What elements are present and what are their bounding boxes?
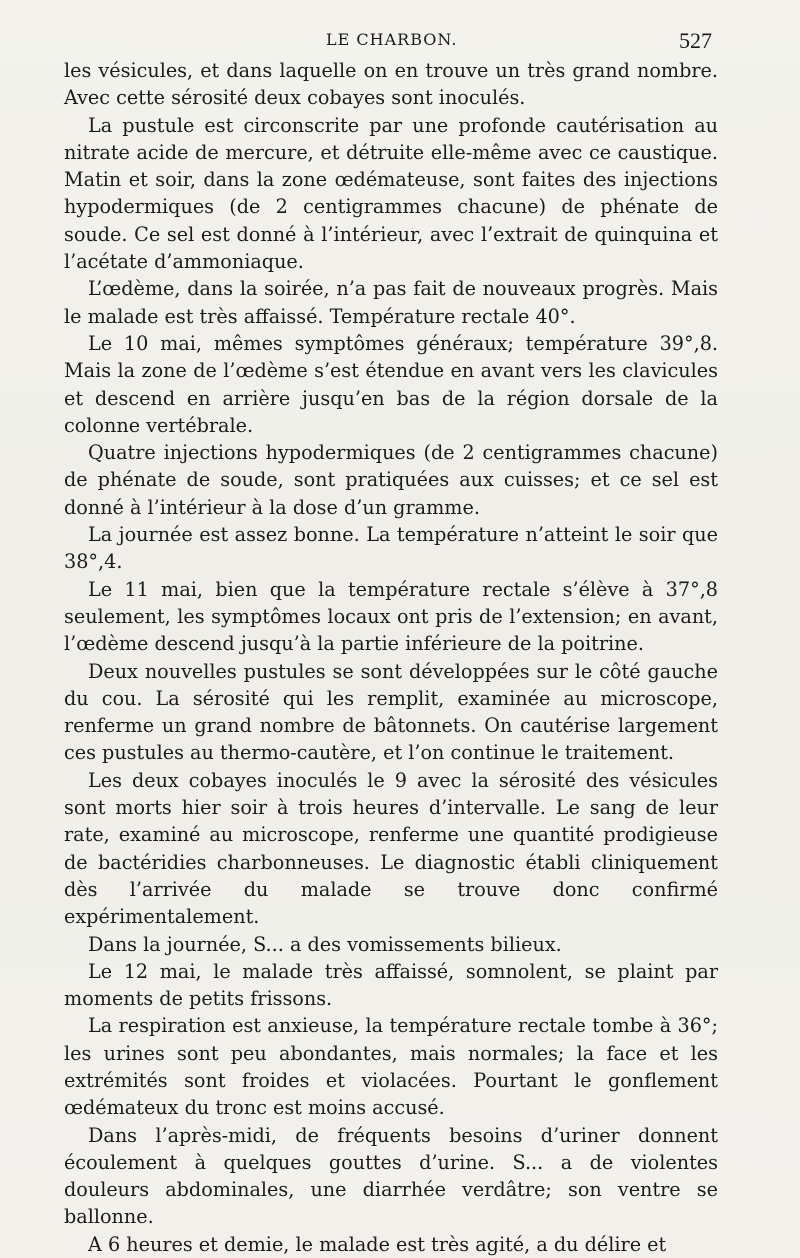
paragraph: A 6 heures et demie, le malade est très agité, a du délire et: [88, 1232, 667, 1256]
paragraph: Le 11 mai, bien que la température rectale s’élève à 37°,8 seulement, les symptômes locaux ont pris de l’extension; en avant, l’œdème descend jusqu’à la partie inférieure de la poitrine.: [64, 577, 718, 656]
paragraph: Dans la journée, S... a des vomissements bilieux.: [88, 932, 562, 956]
page-number: 527: [679, 28, 712, 53]
paragraph: Le 12 mai, le malade très affaissé, somnolent, se plaint par moments de petits frissons.: [64, 959, 718, 1011]
paragraph: Dans l’après-midi, de fréquents besoins d’uriner donnent écoulement à quelques gouttes d’urine. S... a de violentes douleurs abdominales, une diarrhée verdâtre; son ventre se ballonne.: [64, 1123, 718, 1229]
paragraph: les vésicules, et dans laquelle on en trouve un très grand nombre. Avec cette sérosité deux cobayes sont inoculés.: [64, 59, 718, 110]
paragraph: La pustule est circonscrite par une profonde cautérisation au nitrate acide de mercure, et détruite elle-même avec ce caustique. Matin et soir, dans la zone œdémateuse, sont faites des injections hypodermiques (de 2 centigrammes chacune) de phénate de soude. Ce sel est donné à l’intérieur, avec l’extrait de quinquina et l’acétate d’ammoniaque.: [64, 113, 718, 274]
body-text: [64, 57, 718, 1258]
paragraph: L’œdème, dans la soirée, n’a pas fait de nouveaux progrès. Mais le malade est très affaissé. Température rectale 40°.: [64, 277, 718, 328]
paragraph: Deux nouvelles pustules se sont développées sur le côté gauche du cou. La sérosité qui les remplit, examinée au microscope, renferme un grand nombre de bâtonnets. On cautérise largement ces pustules au thermo-cautère, et l’on continue le traitement.: [64, 659, 718, 765]
paragraph: Quatre injections hypodermiques (de 2 centigrammes chacune) de phénate de soude, sont pratiquées aux cuisses; et ce sel est donné à l’intérieur à la dose d’un gramme.: [64, 441, 718, 519]
running-head: [0, 30, 800, 58]
paragraph: Le 10 mai, mêmes symptômes généraux; température 39°,8. Mais la zone de l’œdème s’est étendue en avant vers les clavicules et descend en arrière jusqu’en bas de la région dorsale de la colonne vertébrale.: [64, 331, 718, 437]
paragraph: La journée est assez bonne. La température n’atteint le soir que 38°,4.: [64, 523, 718, 574]
page-title: LE CHARBON.: [326, 30, 458, 49]
paragraph: Les deux cobayes inoculés le 9 avec la sérosité des vésicules sont morts hier soir à trois heures d’intervalle. Le sang de leur rate, examiné au microscope, renferme une quantité prodigieuse de bactéridies charbonneuses. Le diagnostic établi cliniquement dès l’arrivée du malade se trouve donc confirmé expérimentalement.: [64, 768, 718, 929]
paragraph: La respiration est anxieuse, la température rectale tombe à 36°; les urines sont peu abondantes, mais normales; la face et les extrémités sont froides et violacées. Pourtant le gonflement œdémateux du tronc est moins accusé.: [64, 1014, 718, 1120]
